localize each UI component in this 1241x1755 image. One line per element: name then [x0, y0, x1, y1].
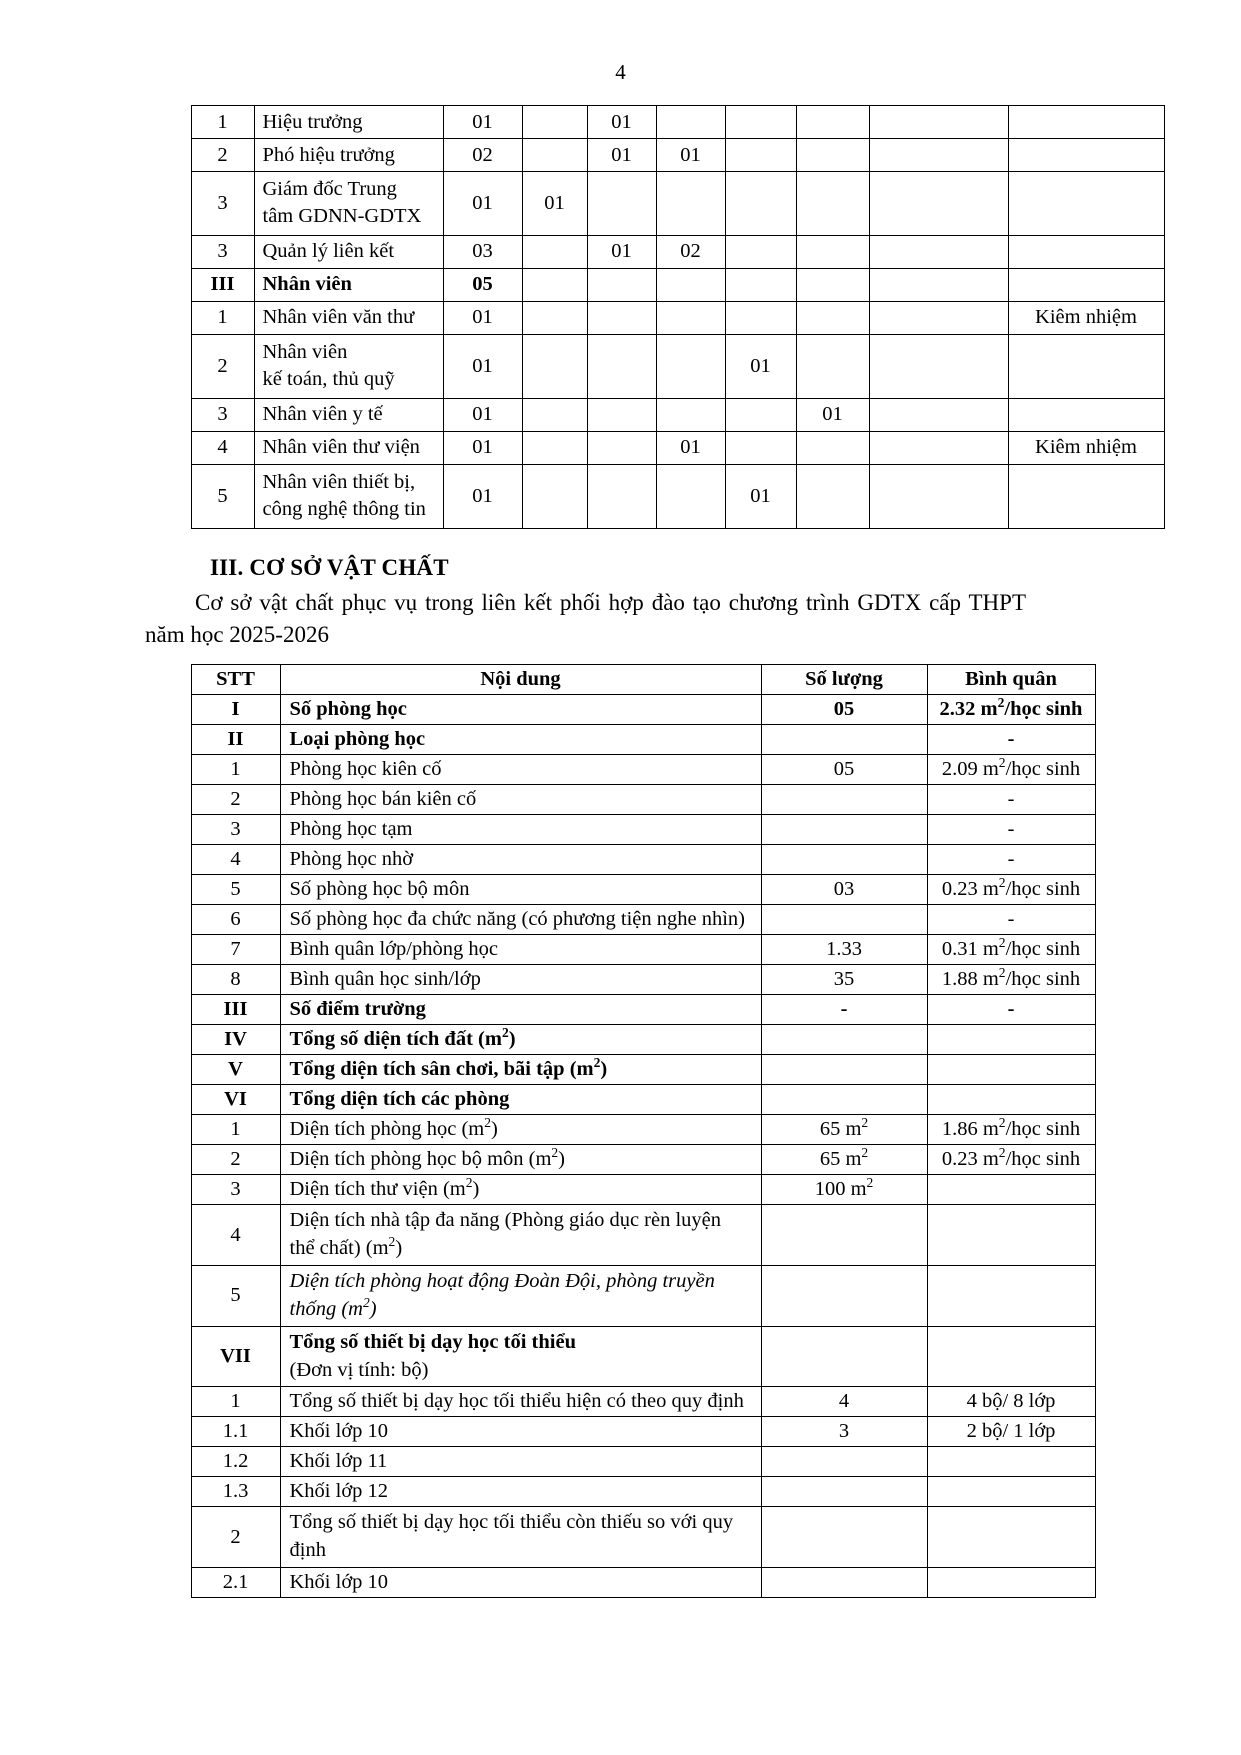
- cell-content: Tổng số thiết bị dạy học tối thiểu hiện có theo quy định: [280, 1387, 761, 1417]
- content-line-1: Diện tích phòng hoạt động Đoàn Đội, phòng truyền: [289, 1269, 715, 1292]
- cell-average: [927, 1175, 1095, 1205]
- table-row: [191, 845, 1095, 875]
- cell-c4: 01: [587, 235, 656, 268]
- cell-average: [927, 1205, 1095, 1266]
- staff-allocation-table: [191, 105, 1165, 529]
- cell-average: -: [927, 725, 1095, 755]
- position-line-2: kế toán, thủ quỹ: [262, 368, 395, 391]
- cell-position: Nhân viên thư viện: [254, 431, 443, 464]
- cell-stt: 5: [191, 1265, 280, 1326]
- content-line-1: Tổng số thiết bị dạy học tối thiểu còn thiếu so với quy: [289, 1511, 734, 1534]
- cell-total: 03: [443, 235, 522, 268]
- cell-c3: [522, 398, 587, 431]
- position-line-2: công nghệ thông tin: [262, 498, 426, 521]
- cell-c4: [587, 464, 656, 528]
- cell-note: [1008, 398, 1164, 431]
- cell-quantity: 65 $m^2$: [761, 1115, 927, 1145]
- cell-c3: [522, 301, 587, 334]
- superscript-2: 2: [551, 1145, 559, 1161]
- cell-c4: [587, 301, 656, 334]
- cell-c7: [796, 139, 869, 172]
- cell-content: Khối lớp 10: [280, 1568, 761, 1598]
- cell-stt: 1: [191, 106, 254, 139]
- cell-content: Phòng học nhờ: [280, 845, 761, 875]
- cell-quantity: [761, 1477, 927, 1507]
- cell-content: [280, 1205, 761, 1266]
- cell-average: [927, 1568, 1095, 1598]
- cell-stt: 4: [191, 1205, 280, 1266]
- cell-c8: [869, 398, 1008, 431]
- table-row: [191, 1447, 1095, 1477]
- position-line-1: Nhân viên: [262, 340, 348, 363]
- table-row: [191, 725, 1095, 755]
- cell-quantity: [761, 1507, 927, 1568]
- cell-c6: [725, 268, 796, 301]
- cell-average: 2.32 $m^2$/học sinh: [927, 695, 1095, 725]
- cell-content: Số phòng học đa chức năng (có phương tiện nghe nhìn): [280, 905, 761, 935]
- superscript-2: 2: [998, 1145, 1006, 1161]
- superscript-2: 2: [362, 1294, 370, 1310]
- cell-total: 01: [443, 464, 522, 528]
- cell-total: 05: [443, 268, 522, 301]
- cell-c8: [869, 235, 1008, 268]
- cell-total: 01: [443, 301, 522, 334]
- table-row: [191, 815, 1095, 845]
- cell-c4: 01: [587, 139, 656, 172]
- cell-content: Khối lớp 12: [280, 1477, 761, 1507]
- cell-stt: VI: [191, 1085, 280, 1115]
- cell-quantity: 100 $m^2$: [761, 1175, 927, 1205]
- content-line-2: thống $(m^2)$: [289, 1294, 377, 1320]
- cell-c3: [522, 464, 587, 528]
- cell-content: Bình quân lớp/phòng học: [280, 935, 761, 965]
- table-row: [191, 334, 1164, 398]
- cell-average: 2 bộ/ 1 lớp: [927, 1417, 1095, 1447]
- superscript-2: 2: [501, 1025, 509, 1041]
- cell-position: Nhân viên y tế: [254, 398, 443, 431]
- cell-quantity: 1.33: [761, 935, 927, 965]
- cell-c6: 01: [725, 334, 796, 398]
- table-row: [191, 1055, 1095, 1085]
- table-row: [191, 785, 1095, 815]
- cell-c5: 02: [656, 235, 725, 268]
- cell-note: Kiêm nhiệm: [1008, 301, 1164, 334]
- cell-stt: 1.2: [191, 1447, 280, 1477]
- position-line-2: tâm GDNN-GDTX: [262, 205, 422, 228]
- cell-average: 0.23 $m^2$/học sinh: [927, 875, 1095, 905]
- table-row: [191, 1387, 1095, 1417]
- cell-total: 02: [443, 139, 522, 172]
- cell-total: 01: [443, 334, 522, 398]
- cell-c8: [869, 464, 1008, 528]
- cell-position: Hiệu trưởng: [254, 106, 443, 139]
- table-row: [191, 1477, 1095, 1507]
- cell-content: Tổng diện tích sân chơi, bãi tập $(m^2)$: [280, 1055, 761, 1085]
- cell-stt: IV: [191, 1025, 280, 1055]
- cell-content: Số phòng học: [280, 695, 761, 725]
- cell-c5: [656, 301, 725, 334]
- cell-stt: VII: [191, 1326, 280, 1387]
- cell-quantity: [761, 1205, 927, 1266]
- table-row: [191, 139, 1164, 172]
- cell-c3: [522, 334, 587, 398]
- cell-note: [1008, 268, 1164, 301]
- header-binh-quan: Bình quân: [927, 665, 1095, 695]
- cell-stt: 8: [191, 965, 280, 995]
- table-row: [191, 172, 1164, 236]
- facility-table-container: [191, 664, 1083, 1598]
- cell-total: 01: [443, 398, 522, 431]
- cell-stt: 5: [191, 875, 280, 905]
- cell-content: [280, 1507, 761, 1568]
- cell-stt: 2: [191, 785, 280, 815]
- cell-quantity: 65 $m^2$: [761, 1145, 927, 1175]
- cell-stt: III: [191, 995, 280, 1025]
- cell-stt: 1: [191, 301, 254, 334]
- superscript-2: 2: [998, 935, 1006, 951]
- cell-average: -: [927, 815, 1095, 845]
- cell-average: 4 bộ/ 8 lớp: [927, 1387, 1095, 1417]
- cell-stt: III: [191, 268, 254, 301]
- cell-c4: [587, 172, 656, 236]
- superscript-2: 2: [465, 1175, 473, 1191]
- cell-average: -: [927, 995, 1095, 1025]
- cell-average: [927, 1326, 1095, 1387]
- table-row: [191, 106, 1164, 139]
- cell-c6: 01: [725, 464, 796, 528]
- cell-stt: V: [191, 1055, 280, 1085]
- position-line-1: Giám đốc Trung: [262, 178, 397, 200]
- cell-quantity: [761, 1025, 927, 1055]
- header-noi-dung: Nội dung: [280, 665, 761, 695]
- cell-stt: 2: [191, 334, 254, 398]
- cell-c6: [725, 139, 796, 172]
- cell-quantity: 35: [761, 965, 927, 995]
- cell-average: [927, 1477, 1095, 1507]
- superscript-2: 2: [998, 875, 1006, 891]
- cell-c5: [656, 334, 725, 398]
- cell-c4: [587, 334, 656, 398]
- cell-c8: [869, 139, 1008, 172]
- cell-content: Tổng diện tích các phòng: [280, 1085, 761, 1115]
- content-line-2: thể chất) $(m^2)$: [289, 1234, 403, 1259]
- cell-content: Bình quân học sinh/lớp: [280, 965, 761, 995]
- table-row: [191, 1025, 1095, 1055]
- cell-stt: 3: [191, 815, 280, 845]
- cell-c3: [522, 106, 587, 139]
- cell-c8: [869, 106, 1008, 139]
- superscript-2: 2: [593, 1055, 601, 1071]
- cell-stt: 1.1: [191, 1417, 280, 1447]
- table-row: [191, 398, 1164, 431]
- table-row: [191, 1568, 1095, 1598]
- cell-c7: [796, 106, 869, 139]
- cell-c7: [796, 235, 869, 268]
- cell-c5: 01: [656, 139, 725, 172]
- cell-c5: [656, 172, 725, 236]
- content-line-2: (Đơn vị tính: bộ): [289, 1358, 429, 1381]
- cell-quantity: [761, 1447, 927, 1477]
- page-number: 4: [615, 60, 626, 84]
- cell-stt: 3: [191, 1175, 280, 1205]
- superscript-2: 2: [997, 695, 1005, 711]
- cell-c3: [522, 235, 587, 268]
- cell-stt: 7: [191, 935, 280, 965]
- superscript-2: 2: [388, 1234, 396, 1250]
- cell-stt: 2: [191, 1507, 280, 1568]
- cell-average: [927, 1025, 1095, 1055]
- facilities-table: [191, 664, 1096, 1598]
- cell-content: Diện tích thư viện $(m^2)$: [280, 1175, 761, 1205]
- cell-average: [927, 1447, 1095, 1477]
- table-row: [191, 995, 1095, 1025]
- table-row: [191, 1085, 1095, 1115]
- cell-content: Khối lớp 11: [280, 1447, 761, 1477]
- cell-c5: [656, 398, 725, 431]
- cell-average: [927, 1507, 1095, 1568]
- table-row: [191, 1326, 1095, 1387]
- cell-average: 1.88 $m^2$/học sinh: [927, 965, 1095, 995]
- cell-c8: [869, 172, 1008, 236]
- cell-c6: [725, 172, 796, 236]
- cell-c3: 01: [522, 172, 587, 236]
- content-line-1: Diện tích nhà tập đa năng (Phòng giáo dục rèn luyện: [289, 1209, 722, 1232]
- cell-quantity: [761, 785, 927, 815]
- cell-stt: 5: [191, 464, 254, 528]
- cell-note: [1008, 464, 1164, 528]
- cell-average: -: [927, 785, 1095, 815]
- cell-position: [254, 172, 443, 236]
- header-stt: STT: [191, 665, 280, 695]
- cell-c5: [656, 106, 725, 139]
- cell-average: [927, 1055, 1095, 1085]
- cell-c7: [796, 334, 869, 398]
- cell-content: Tổng số diện tích đất $(m^2)$: [280, 1025, 761, 1055]
- cell-stt: 1: [191, 1115, 280, 1145]
- cell-content: Phòng học kiên cố: [280, 755, 761, 785]
- cell-note: [1008, 235, 1164, 268]
- cell-c6: [725, 301, 796, 334]
- cell-c6: [725, 235, 796, 268]
- cell-c4: [587, 398, 656, 431]
- cell-stt: 6: [191, 905, 280, 935]
- superscript-2: 2: [484, 1115, 491, 1131]
- cell-c5: 01: [656, 431, 725, 464]
- cell-position: Quản lý liên kết: [254, 235, 443, 268]
- cell-quantity: [761, 905, 927, 935]
- cell-quantity: -: [761, 995, 927, 1025]
- cell-quantity: [761, 1568, 927, 1598]
- superscript-2: 2: [866, 1175, 874, 1191]
- cell-position: Nhân viên văn thư: [254, 301, 443, 334]
- cell-stt: 3: [191, 172, 254, 236]
- cell-quantity: [761, 725, 927, 755]
- cell-c4: 01: [587, 106, 656, 139]
- cell-c8: [869, 431, 1008, 464]
- cell-stt: 1.3: [191, 1477, 280, 1507]
- cell-quantity: 3: [761, 1417, 927, 1447]
- table-row: [191, 464, 1164, 528]
- cell-content: Diện tích phòng học $(m^2)$: [280, 1115, 761, 1145]
- cell-position: Nhân viên: [254, 268, 443, 301]
- cell-content: Khối lớp 10: [280, 1417, 761, 1447]
- table-row: [191, 268, 1164, 301]
- cell-position: [254, 334, 443, 398]
- cell-content: Số điểm trường: [280, 995, 761, 1025]
- header-so-luong: Số lượng: [761, 665, 927, 695]
- table-row: [191, 695, 1095, 725]
- cell-c6: [725, 398, 796, 431]
- cell-c8: [869, 334, 1008, 398]
- cell-content: Diện tích phòng học bộ môn $(m^2)$: [280, 1145, 761, 1175]
- table-row: [191, 1205, 1095, 1266]
- staff-table-container: [191, 105, 1137, 529]
- cell-quantity: 03: [761, 875, 927, 905]
- cell-position: Phó hiệu trưởng: [254, 139, 443, 172]
- table-row: [191, 301, 1164, 334]
- cell-total: 01: [443, 431, 522, 464]
- cell-stt: 1: [191, 755, 280, 785]
- table-row: [191, 431, 1164, 464]
- superscript-2: 2: [998, 965, 1006, 981]
- cell-c3: [522, 139, 587, 172]
- cell-quantity: [761, 1265, 927, 1326]
- cell-average: -: [927, 905, 1095, 935]
- table-row: [191, 1175, 1095, 1205]
- table-row: [191, 875, 1095, 905]
- cell-note: [1008, 334, 1164, 398]
- superscript-2: 2: [861, 1145, 869, 1161]
- cell-average: [927, 1085, 1095, 1115]
- cell-note: [1008, 172, 1164, 236]
- cell-content: Loại phòng học: [280, 725, 761, 755]
- table-row: [191, 1145, 1095, 1175]
- cell-quantity: 05: [761, 755, 927, 785]
- table-row: [191, 1115, 1095, 1145]
- cell-note: Kiêm nhiệm: [1008, 431, 1164, 464]
- cell-stt: 4: [191, 431, 254, 464]
- cell-stt: II: [191, 725, 280, 755]
- cell-c3: [522, 431, 587, 464]
- cell-average: -: [927, 845, 1095, 875]
- content-line-2: định: [289, 1539, 326, 1562]
- cell-c3: [522, 268, 587, 301]
- cell-total: 01: [443, 172, 522, 236]
- cell-c4: [587, 431, 656, 464]
- position-line-1: Nhân viên thiết bị,: [262, 470, 416, 493]
- cell-stt: 3: [191, 398, 254, 431]
- cell-average: 0.31 $m^2$/học sinh: [927, 935, 1095, 965]
- cell-content: Số phòng học bộ môn: [280, 875, 761, 905]
- cell-total: 01: [443, 106, 522, 139]
- cell-stt: 2: [191, 1145, 280, 1175]
- cell-c7: 01: [796, 398, 869, 431]
- cell-stt: I: [191, 695, 280, 725]
- cell-note: [1008, 139, 1164, 172]
- cell-c7: [796, 268, 869, 301]
- cell-stt: 2.1: [191, 1568, 280, 1598]
- cell-content: Phòng học bán kiên cố: [280, 785, 761, 815]
- table-header-row: [191, 665, 1095, 695]
- cell-quantity: 4: [761, 1387, 927, 1417]
- table-row: [191, 1507, 1095, 1568]
- cell-c7: [796, 172, 869, 236]
- cell-c5: [656, 268, 725, 301]
- cell-c7: [796, 301, 869, 334]
- cell-c5: [656, 464, 725, 528]
- cell-content: Phòng học tạm: [280, 815, 761, 845]
- cell-quantity: [761, 1055, 927, 1085]
- cell-content: [280, 1326, 761, 1387]
- superscript-2: 2: [998, 1115, 1006, 1131]
- section-heading: III. CƠ SỞ VẬT CHẤT: [210, 554, 449, 580]
- cell-stt: 1: [191, 1387, 280, 1417]
- section-paragraph: Cơ sở vật chất phục vụ trong liên kết phối hợp đào tạo chương trình GDTX cấp THPT năm học 2025-2026: [145, 589, 1026, 648]
- table-row: [191, 1417, 1095, 1447]
- cell-c7: [796, 431, 869, 464]
- cell-c6: [725, 431, 796, 464]
- cell-c7: [796, 464, 869, 528]
- cell-c8: [869, 268, 1008, 301]
- table-row: [191, 1265, 1095, 1326]
- cell-stt: 3: [191, 235, 254, 268]
- cell-quantity: [761, 1326, 927, 1387]
- cell-average: 2.09 $m^2$/học sinh: [927, 755, 1095, 785]
- cell-c8: [869, 301, 1008, 334]
- cell-stt: 4: [191, 845, 280, 875]
- content-line-1: Tổng số thiết bị dạy học tối thiểu: [289, 1330, 576, 1353]
- cell-quantity: [761, 815, 927, 845]
- cell-average: 0.23 $m^2$/học sinh: [927, 1145, 1095, 1175]
- cell-average: 1.86 $m^2$/học sinh: [927, 1115, 1095, 1145]
- table-row: [191, 755, 1095, 785]
- cell-content: [280, 1265, 761, 1326]
- cell-c4: [587, 268, 656, 301]
- superscript-2: 2: [861, 1115, 869, 1131]
- cell-quantity: 05: [761, 695, 927, 725]
- table-row: [191, 905, 1095, 935]
- cell-note: [1008, 106, 1164, 139]
- cell-quantity: [761, 845, 927, 875]
- cell-average: [927, 1265, 1095, 1326]
- cell-stt: 2: [191, 139, 254, 172]
- cell-position: [254, 464, 443, 528]
- table-row: [191, 235, 1164, 268]
- table-row: [191, 935, 1095, 965]
- table-row: [191, 965, 1095, 995]
- superscript-2: 2: [998, 755, 1006, 771]
- cell-c6: [725, 106, 796, 139]
- cell-quantity: [761, 1085, 927, 1115]
